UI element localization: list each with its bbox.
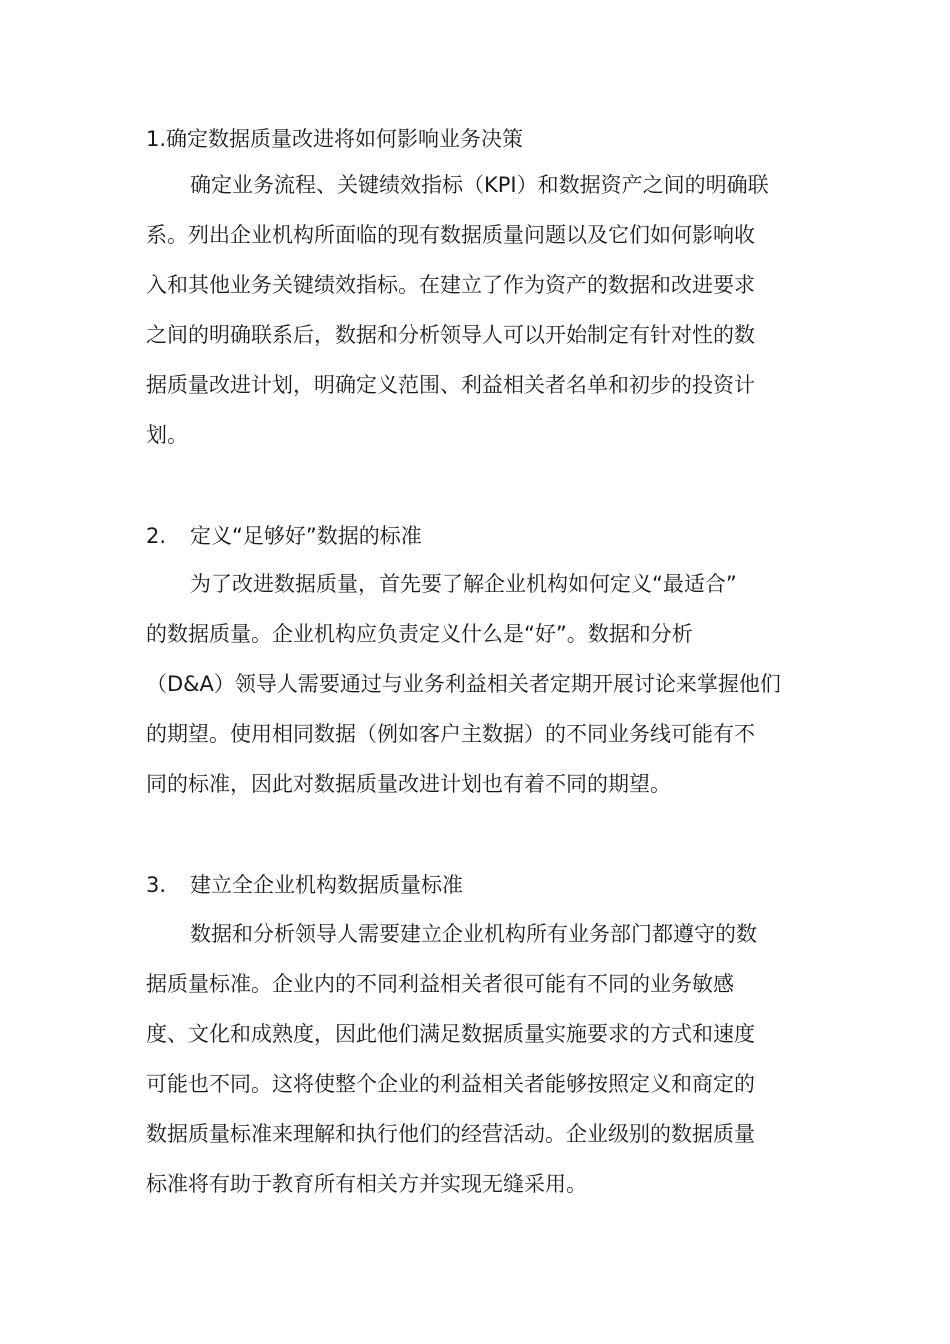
paragraph-line: 标准将有助于教育所有相关方并实现无缝采用。 <box>146 1172 587 1196</box>
section-1-title: 确定数据质量改进将如何影响业务决策 <box>166 127 524 151</box>
section-3-title: 建立全企业机构数据质量标准 <box>190 873 463 897</box>
section-3-number: 3. <box>146 873 167 897</box>
paragraph-line: 可能也不同。这将使整个企业的利益相关者能够按照定义和商定的 <box>146 1072 755 1096</box>
paragraph-line: 之间的明确联系后，数据和分析领导人可以开始制定有针对性的数 <box>146 323 755 347</box>
section-3-heading <box>146 870 826 900</box>
paragraph-line: 的数据质量。企业机构应负责定义什么是“好”。数据和分析 <box>146 622 693 646</box>
paragraph-line: 数据和分析领导人需要建立企业机构所有业务部门都遵守的数 <box>190 922 757 946</box>
paragraph-line: （D&A）领导人需要通过与业务利益相关者定期开展讨论来掌握他们 <box>146 672 781 696</box>
section-2-title: 定义“足够好”数据的标准 <box>190 524 422 548</box>
section-1-number: 1. <box>146 127 167 151</box>
section-2-heading <box>146 521 826 551</box>
paragraph-line: 数据质量标准来理解和执行他们的经营活动。企业级别的数据质量 <box>146 1122 755 1146</box>
section-3-paragraph <box>146 909 816 1209</box>
paragraph-line: 确定业务流程、关键绩效指标（KPI）和数据资产之间的明确联 <box>190 173 769 197</box>
paragraph-line: 据质量改进计划，明确定义范围、利益相关者名单和初步的投资计 <box>146 373 755 397</box>
paragraph-line: 入和其他业务关键绩效指标。在建立了作为资产的数据和改进要求 <box>146 273 755 297</box>
paragraph-line: 同的标准，因此对数据质量改进计划也有着不同的期望。 <box>146 772 671 796</box>
section-2-number: 2. <box>146 524 167 548</box>
paragraph-line: 为了改进数据质量，首先要了解企业机构如何定义“最适合” <box>190 572 737 596</box>
section-1-heading <box>146 124 826 154</box>
paragraph-line: 划。 <box>146 423 188 447</box>
paragraph-line: 度、文化和成熟度，因此他们满足数据质量实施要求的方式和速度 <box>146 1022 755 1046</box>
paragraph-line: 据质量标准。企业内的不同利益相关者很可能有不同的业务敏感 <box>146 972 734 996</box>
paragraph-line: 系。列出企业机构所面临的现有数据质量问题以及它们如何影响收 <box>146 223 755 247</box>
paragraph-line: 的期望。使用相同数据（例如客户主数据）的不同业务线可能有不 <box>146 722 755 746</box>
section-2-paragraph <box>146 559 816 809</box>
section-1-paragraph <box>146 160 816 460</box>
